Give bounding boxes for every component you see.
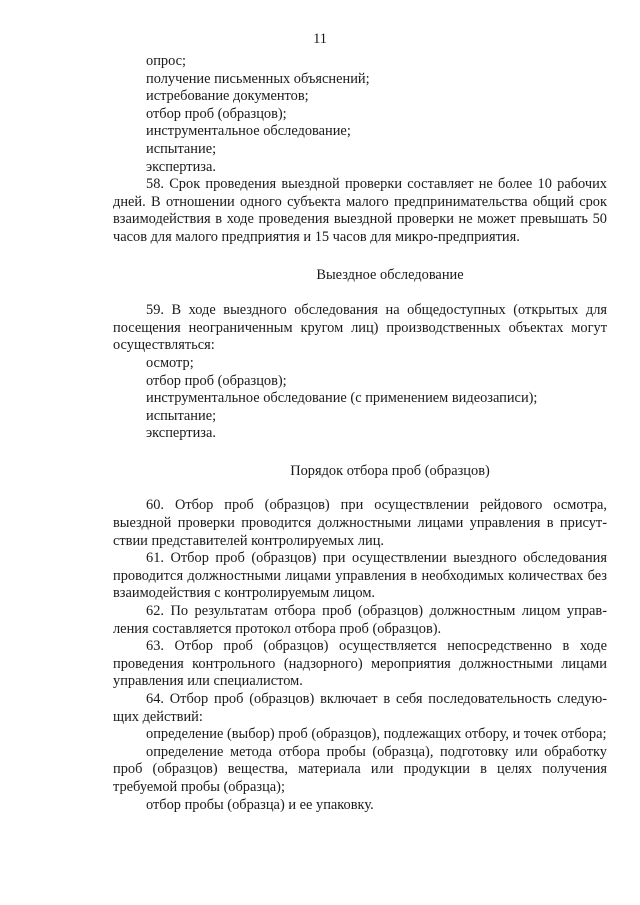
page-number: 11 (313, 31, 327, 47)
inspection-actions-list (113, 53, 607, 176)
paragraph-61: 61. Отбор проб (образцов) при осуществлении выездного обследования проводится должностными лицами управления в необходимых количествах без взаимодействия с контролируемым лицом. (113, 550, 607, 602)
paragraph-64-item: определение (выбор) проб (образцов), подлежащих отбору, и точек отбора; (146, 726, 607, 743)
paragraph-64-item: определение метода отбора пробы (образца), подготовку или обработку проб (образцов) вещества, материала или продукции в целях получения требуемой пробы (образца); (113, 743, 607, 795)
list-item: испытание; (146, 140, 217, 157)
paragraph-62: 62. По результатам отбора проб (образцов) должностным лицом управ-ления составляется протокол отбора проб (образцов). (113, 603, 607, 637)
list-item: отбор проб (образцов); (146, 105, 287, 122)
paragraph-60: 60. Отбор проб (образцов) при осуществлении рейдового осмотра, выездной проверки проводится должностными лицами управления в присут-ствии представителей контролируемых лиц. (113, 497, 607, 549)
paragraph-59: 59. В ходе выездного обследования на общедоступных (открытых для посещения неограниченным кругом лиц) производственных объектах могут осуществляться: (113, 302, 607, 354)
document-body (113, 53, 607, 814)
section-heading-samples: Порядок отбора проб (образцов) (290, 462, 490, 479)
list-item: экспертиза. (146, 158, 216, 175)
paragraph-64-item: отбор пробы (образца) и ее упаковку. (146, 796, 374, 813)
survey-actions-list (113, 355, 607, 443)
list-item: опрос; (146, 53, 187, 69)
list-item: истребование документов; (146, 88, 309, 105)
section-heading-survey: Выездное обследование (316, 266, 464, 283)
list-item: экспертиза. (146, 425, 216, 442)
paragraph-58: 58. Срок проведения выездной проверки составляет не более 10 рабочих дней. В отношении одного субъекта малого предпринимательства общий срок взаимодействия в ходе проведения выездной проверки не может превышать 50 часов для малого предприятия и 15 часов для микро-предприятия. (113, 176, 607, 245)
paragraph-64: 64. Отбор проб (образцов) включает в себя последовательность следую-щих действий: (113, 691, 607, 725)
list-item: получение письменных объяснений; (146, 70, 370, 87)
list-item: отбор проб (образцов); (146, 372, 287, 389)
list-item: испытание; (146, 407, 217, 424)
list-item: инструментальное обследование; (146, 123, 351, 140)
paragraph-63: 63. Отбор проб (образцов) осуществляется непосредственно в ходе проведения контрольного (надзорного) мероприятия должностными лицами управления или специалистом. (113, 638, 607, 690)
list-item: инструментальное обследование (с применением видеозаписи); (146, 390, 538, 407)
list-item: осмотр; (146, 354, 194, 371)
